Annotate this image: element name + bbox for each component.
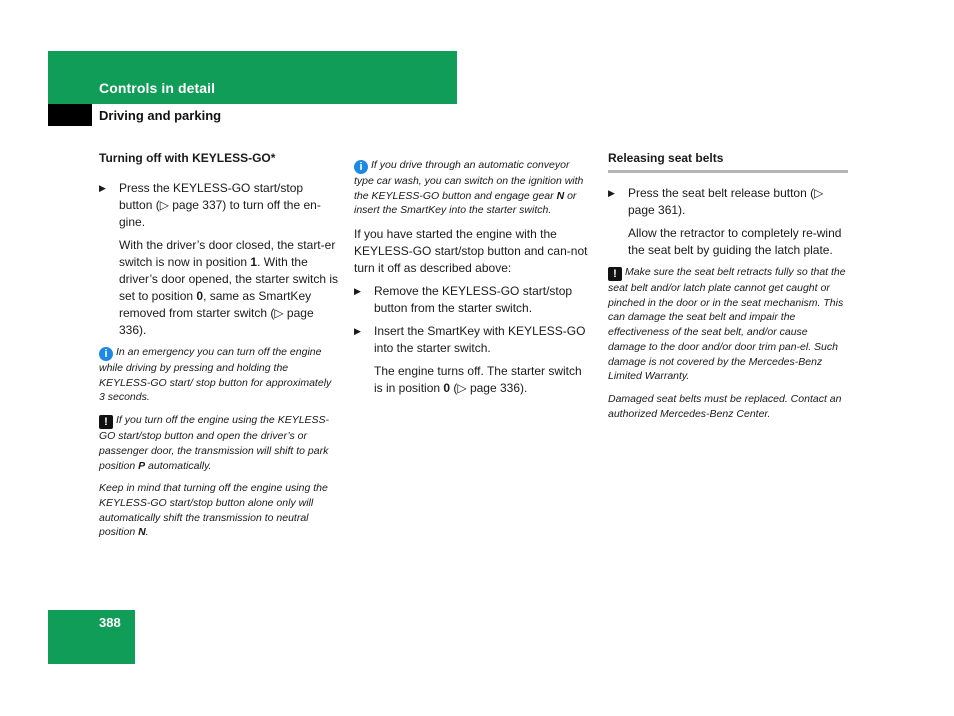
warning-note-seat-belt: ! Make sure the seat belt retracts fully so that the seat belt and/or latch plate cannot get caught or pinched in the door or in the seat mechanism. This can damage the seat belt and impair the effectiveness of the seat belt, and/or cause damage to the door and/or door trim pan-el. Such damage is not covered by the Mercedes-Benz Limited Warranty. — [608, 266, 846, 383]
column-middle — [354, 158, 592, 403]
triangle-bullet-icon: ▶ — [608, 188, 615, 198]
warning-note-replace: Damaged seat belts must be replaced. Contact an authorized Mercedes-Benz Center. — [608, 392, 842, 420]
column-right — [608, 150, 848, 429]
warning-note: ! If you turn off the engine using the KEYLESS-GO start/stop button and open the driver’s or passenger door, the transmission will shift to park position P automatically. — [99, 414, 330, 472]
page-number: 388 — [99, 615, 121, 630]
triangle-bullet-icon: ▶ — [354, 286, 361, 297]
heading-turning-off: Turning off with KEYLESS-GO* — [99, 151, 276, 165]
info-note-car-wash: i If you drive through an automatic conveyor type car wash, you can switch on the ignition with the KEYLESS-GO button and engage gear N or insert the SmartKey into the starter switch. — [354, 159, 584, 217]
paragraph-cannot-turn-off: If you have started the engine with the KEYLESS-GO start/stop button and can-not turn it off as described above: — [354, 227, 588, 276]
header-band — [48, 51, 457, 104]
list-item — [99, 180, 339, 231]
info-icon: i — [354, 160, 368, 174]
paragraph-engine-turns-off: The engine turns off. The starter switch is in position 0 (▷ page 336). — [374, 364, 582, 396]
bullet-text: Press the KEYLESS-GO start/stop button (▷ page 337) to turn off the en-gine. — [119, 181, 321, 229]
triangle-bullet-icon: ▶ — [99, 183, 106, 193]
warning-icon: ! — [608, 267, 622, 281]
bullet-text: Remove the KEYLESS-GO start/stop button from the starter switch. — [374, 284, 573, 316]
section-subtitle: Driving and parking — [99, 108, 222, 123]
list-item — [354, 323, 592, 357]
warning-icon: ! — [99, 415, 113, 429]
warning-note-continued: Keep in mind that turning off the engine using the KEYLESS-GO start/stop button alone only will automatically shift the transmission to neutral position N. — [99, 482, 328, 539]
header-marker — [48, 104, 92, 126]
list-item — [354, 283, 592, 317]
section-title: Controls in detail — [99, 80, 216, 96]
heading-seat-belts: Releasing seat belts — [608, 150, 848, 173]
column-left — [99, 150, 339, 548]
info-icon: i — [99, 347, 113, 361]
paragraph-starter-position: With the driver’s door closed, the start-er switch is now in position 1. With the driver’s door opened, the starter switch is set to position 0, same as SmartKey removed from starter switch (▷ page 336). — [119, 238, 338, 337]
info-note: i In an emergency you can turn off the engine while driving by pressing and holding the KEYLESS-GO start/ stop button for approximately 3 seconds. — [99, 346, 332, 404]
paragraph-retractor: Allow the retractor to completely re-wind the seat belt by guiding the latch plate. — [628, 226, 842, 257]
bullet-text: Insert the SmartKey with KEYLESS-GO into the starter switch. — [374, 324, 586, 356]
triangle-bullet-icon: ▶ — [354, 326, 361, 337]
page-number-tab — [48, 610, 135, 664]
list-item — [608, 185, 848, 219]
bullet-text: Press the seat belt release button (▷ page 361). — [628, 186, 824, 217]
